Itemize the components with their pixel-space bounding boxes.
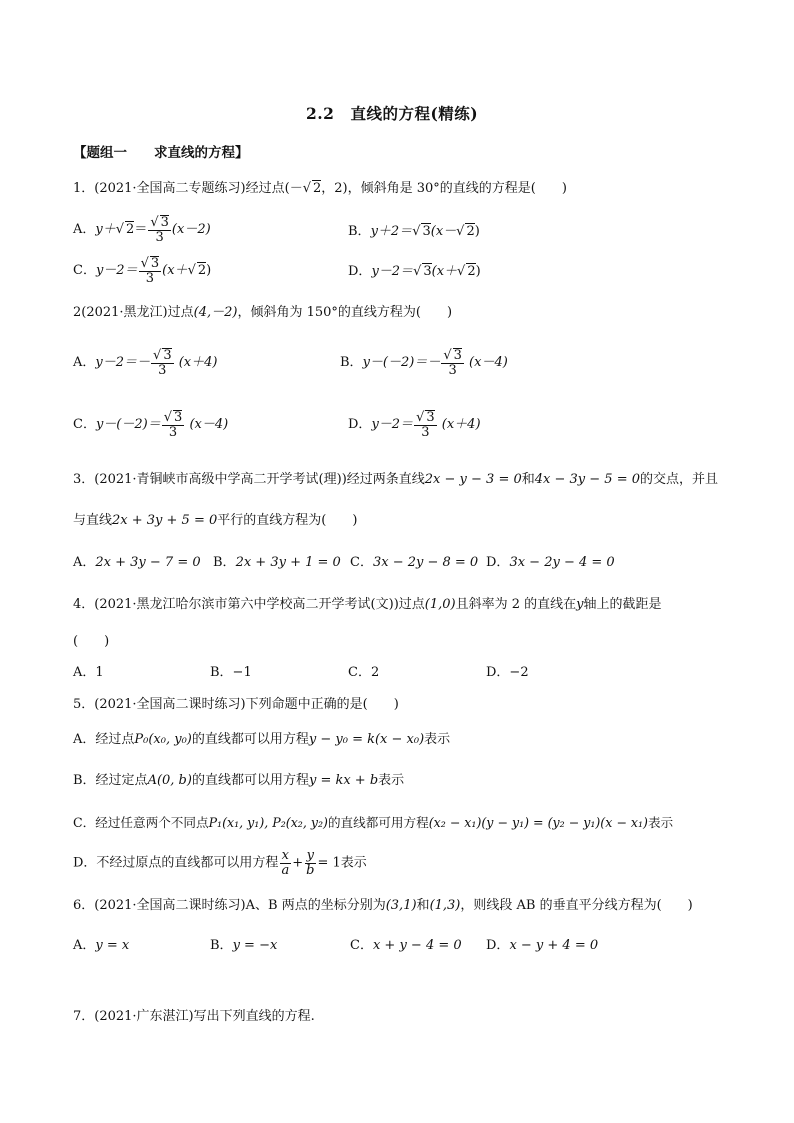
sqrt-2: 2 — [466, 224, 475, 239]
option-text: 表示 — [647, 815, 674, 830]
question-1-option-b: B．y＋2＝√ 3(x－√ 2) — [348, 224, 480, 239]
math-equation: y = −x — [232, 938, 278, 953]
question-2-option-d — [348, 410, 481, 439]
numerator: x — [281, 848, 289, 863]
option-label: A． — [73, 938, 96, 953]
sqrt-2: 2 — [313, 181, 322, 196]
option-label: D． — [486, 555, 510, 570]
math-point: (1,3) — [429, 898, 461, 913]
option-text: A．经过点 — [73, 732, 135, 747]
math-text: ) — [206, 263, 212, 279]
question-6-option-d — [486, 938, 598, 954]
conjunction: 和 — [416, 898, 430, 913]
option-label: B． — [340, 355, 363, 371]
option-text: D．不经过原点的直线都可以用方程 — [73, 855, 279, 871]
question-5-stem: 5．(2021·全国高二课时练习)下列命题中正确的是( ) — [73, 697, 399, 712]
math-text: ＝ — [134, 222, 148, 238]
sqrt-3: 3 — [160, 215, 169, 230]
option-label: B． — [213, 555, 236, 570]
fraction: $\frac{√ 3}{3}$ — [163, 410, 183, 440]
option-text: 的直线都可以用方程 — [191, 732, 309, 747]
math-text: (x＋ — [162, 263, 188, 279]
fraction: $\frac{√ 3}{3}$ — [443, 348, 462, 378]
sqrt-3: 3 — [174, 410, 183, 425]
question-4-text: 4．(2021·黑龙江哈尔滨市第六中学校高二开学考试(文))过点 — [73, 597, 425, 612]
option-label: A． — [73, 555, 96, 570]
question-1-option-a: A．y＋√ 2＝ $\frac{√ 3}{3}$ (x－2) — [73, 215, 211, 245]
math-text: y＋2＝ — [370, 224, 413, 239]
math-equation: y = kx + b — [308, 773, 379, 788]
math-text: ) — [475, 264, 481, 279]
option-label: C． — [350, 938, 373, 953]
question-6-option-a — [73, 938, 129, 954]
question-5-option-d — [73, 849, 367, 877]
question-3-option-a — [73, 555, 201, 571]
option-text: 表示 — [378, 773, 405, 788]
question-4-option-c: C．2 — [348, 665, 380, 680]
question-2-stem — [73, 305, 452, 321]
fraction — [279, 849, 291, 877]
math-point: P₁(x₁, y₁), P₂(x₂, y₂) — [208, 815, 328, 830]
question-4-stem — [73, 597, 662, 613]
question-1-option-d: D．y－2＝√ 3(x＋√ 2) — [348, 264, 481, 279]
sqrt-2: 2 — [467, 264, 476, 279]
option-label: C． — [73, 263, 96, 279]
fraction: $\frac{√ 3}{3}$ — [150, 215, 169, 245]
denominator: 3 — [421, 424, 430, 440]
question-3-option-c — [350, 555, 478, 571]
denominator: 3 — [158, 362, 167, 378]
denominator: 3 — [448, 362, 457, 378]
math-text: (x－4) — [469, 355, 508, 371]
question-1-option-c: C．y－2＝ $\frac{√ 3}{3}$ (x＋√ 2) — [73, 256, 212, 286]
math-equation: (x₂ − x₁)(y − y₁) = (y₂ − y₁)(x − x₁) — [428, 815, 648, 830]
question-3-text-tail: 平行的直线方程为( ) — [217, 513, 358, 528]
option-label: C． — [350, 555, 373, 570]
option-label: B． — [210, 938, 233, 953]
sqrt-3: 3 — [453, 348, 462, 363]
option-label: A． — [73, 222, 96, 238]
question-6-stem — [73, 898, 693, 914]
sqrt-2: 2 — [197, 263, 207, 279]
option-text: 表示 — [424, 732, 451, 747]
math-equation: 2x + 3y + 1 = 0 — [235, 555, 341, 570]
question-1-text: 1．(2021·全国高二专题练习)经过点(－ — [73, 181, 303, 196]
math-equation: 4x − 3y − 5 = 0 — [534, 472, 640, 487]
math-text: y－2＝ — [371, 264, 414, 279]
numerator: y — [306, 848, 314, 863]
denominator: 3 — [168, 424, 178, 440]
question-3-option-b — [213, 555, 341, 571]
math-text: y－2＝ — [95, 263, 138, 279]
question-5-option-c — [73, 815, 673, 830]
math-equation: 2x − y − 3 = 0 — [424, 472, 522, 487]
question-3-stem-line2 — [73, 513, 357, 529]
math-equation: y − y₀ = k(x − x₀) — [308, 732, 425, 747]
sqrt-3: 3 — [422, 224, 431, 239]
option-label: C． — [73, 417, 96, 433]
question-3-option-d — [486, 555, 615, 571]
question-3-stem — [73, 472, 718, 488]
question-2-option-c — [73, 410, 228, 439]
math-text: y－(－2)＝ — [95, 417, 161, 433]
option-text: C．经过任意两个不同点 — [73, 815, 209, 830]
option-label: D． — [348, 264, 372, 279]
math-point: P₀(x₀, y₀) — [134, 732, 192, 747]
math-equation: y = x — [95, 938, 130, 953]
question-3-text: 与直线 — [73, 513, 113, 528]
question-6-text-tail: ，则线段 AB 的垂直平分线方程为( ) — [460, 898, 693, 913]
option-label: D． — [486, 938, 510, 953]
math-equation: 2x + 3y − 7 = 0 — [95, 555, 201, 570]
question-5-option-a — [73, 732, 450, 748]
math-point: (3,1) — [385, 898, 417, 913]
math-equation: 2x + 3y + 5 = 0 — [112, 513, 218, 528]
math-point: A(0, b) — [147, 773, 192, 788]
math-text: ) — [474, 224, 480, 239]
math-text: (x＋4) — [441, 417, 481, 433]
question-4-option-b: B．−1 — [210, 665, 252, 680]
math-equation: 3x − 2y − 4 = 0 — [509, 555, 615, 570]
math-text: (x－4) — [189, 417, 229, 433]
denominator: a — [281, 862, 290, 878]
sqrt-3: 3 — [423, 264, 432, 279]
fraction: $\frac{√ 3}{3}$ — [140, 256, 160, 286]
math-text: (x＋4) — [178, 355, 218, 371]
math-point: (1,0) — [424, 597, 456, 612]
question-3-text-tail: 的交点，并且 — [640, 472, 719, 487]
question-1-stem: 1．(2021·全国高二专题练习)经过点(－√ 2，2)，倾斜角是 30°的直线的方程是( ) — [73, 181, 567, 196]
sqrt-3: 3 — [150, 256, 160, 271]
option-label: D． — [348, 417, 372, 433]
fraction: $\frac{√ 3}{3}$ — [153, 348, 172, 378]
question-2-text: 2(2021·黑龙江)过点 — [73, 305, 194, 320]
option-text: B．经过定点 — [73, 773, 148, 788]
math-point: (4,－2) — [193, 305, 238, 320]
question-4-option-d: D．−2 — [486, 665, 529, 680]
question-7-stem: 7．(2021·广东湛江)写出下列直线的方程. — [73, 1009, 315, 1024]
option-text: 的直线都可以用方程 — [191, 773, 309, 788]
math-equation: x + y − 4 = 0 — [372, 938, 462, 953]
question-4-text-tail: 轴上的截距是 — [583, 597, 662, 612]
conjunction: 和 — [521, 472, 535, 487]
fraction: $\frac{√ 3}{3}$ — [416, 410, 435, 440]
document-title: 2.2 直线的方程(精练) — [306, 104, 479, 123]
section-heading: 【题组一 求直线的方程】 — [73, 145, 249, 161]
question-4-text-tail: 且斜率为 2 的直线在 — [455, 597, 577, 612]
math-text: y－(－2)＝－ — [362, 355, 441, 371]
question-4-option-a: A．1 — [73, 665, 104, 680]
math-equation: 3x − 2y − 8 = 0 — [372, 555, 479, 570]
fraction — [304, 849, 316, 877]
math-text: y－2＝－ — [95, 355, 151, 371]
question-6-option-c — [350, 938, 462, 954]
question-1-text-tail: ，2)，倾斜角是 30°的直线的方程是( ) — [321, 181, 567, 196]
question-2-option-b — [340, 348, 508, 377]
math-text: (x－ — [430, 224, 457, 239]
sqrt-3: 3 — [163, 348, 172, 363]
math-text: = 1 — [317, 855, 341, 871]
option-label: A． — [73, 355, 96, 371]
sqrt-3: 3 — [426, 410, 435, 425]
denominator: b — [306, 862, 315, 878]
question-2-option-a — [73, 348, 217, 377]
math-text: (x－2) — [171, 222, 211, 238]
math-text: (x＋ — [431, 264, 458, 279]
math-equation: x − y + 4 = 0 — [509, 938, 599, 953]
math-text: y－2＝ — [371, 417, 414, 433]
question-2-text-tail: ，倾斜角为 150°的直线方程为( ) — [237, 305, 453, 320]
option-label: B． — [348, 224, 371, 239]
question-5-option-b — [73, 773, 404, 789]
option-text: 的直线都可用方程 — [327, 815, 429, 830]
denominator: 3 — [145, 270, 154, 286]
denominator: 3 — [155, 229, 164, 245]
question-3-text: 3．(2021·青铜峡市高级中学高二开学考试(理))经过两条直线 — [73, 472, 425, 487]
math-variable: y — [576, 597, 584, 612]
math-text: y＋ — [95, 222, 116, 238]
question-6-text: 6．(2021·全国高二课时练习)A、B 两点的坐标分别为 — [73, 898, 386, 913]
question-4-paren: ( ) — [73, 634, 110, 649]
question-6-option-b — [210, 938, 277, 954]
sqrt-2: 2 — [126, 222, 135, 238]
option-text: 表示 — [340, 855, 367, 871]
math-text: + — [292, 855, 304, 871]
